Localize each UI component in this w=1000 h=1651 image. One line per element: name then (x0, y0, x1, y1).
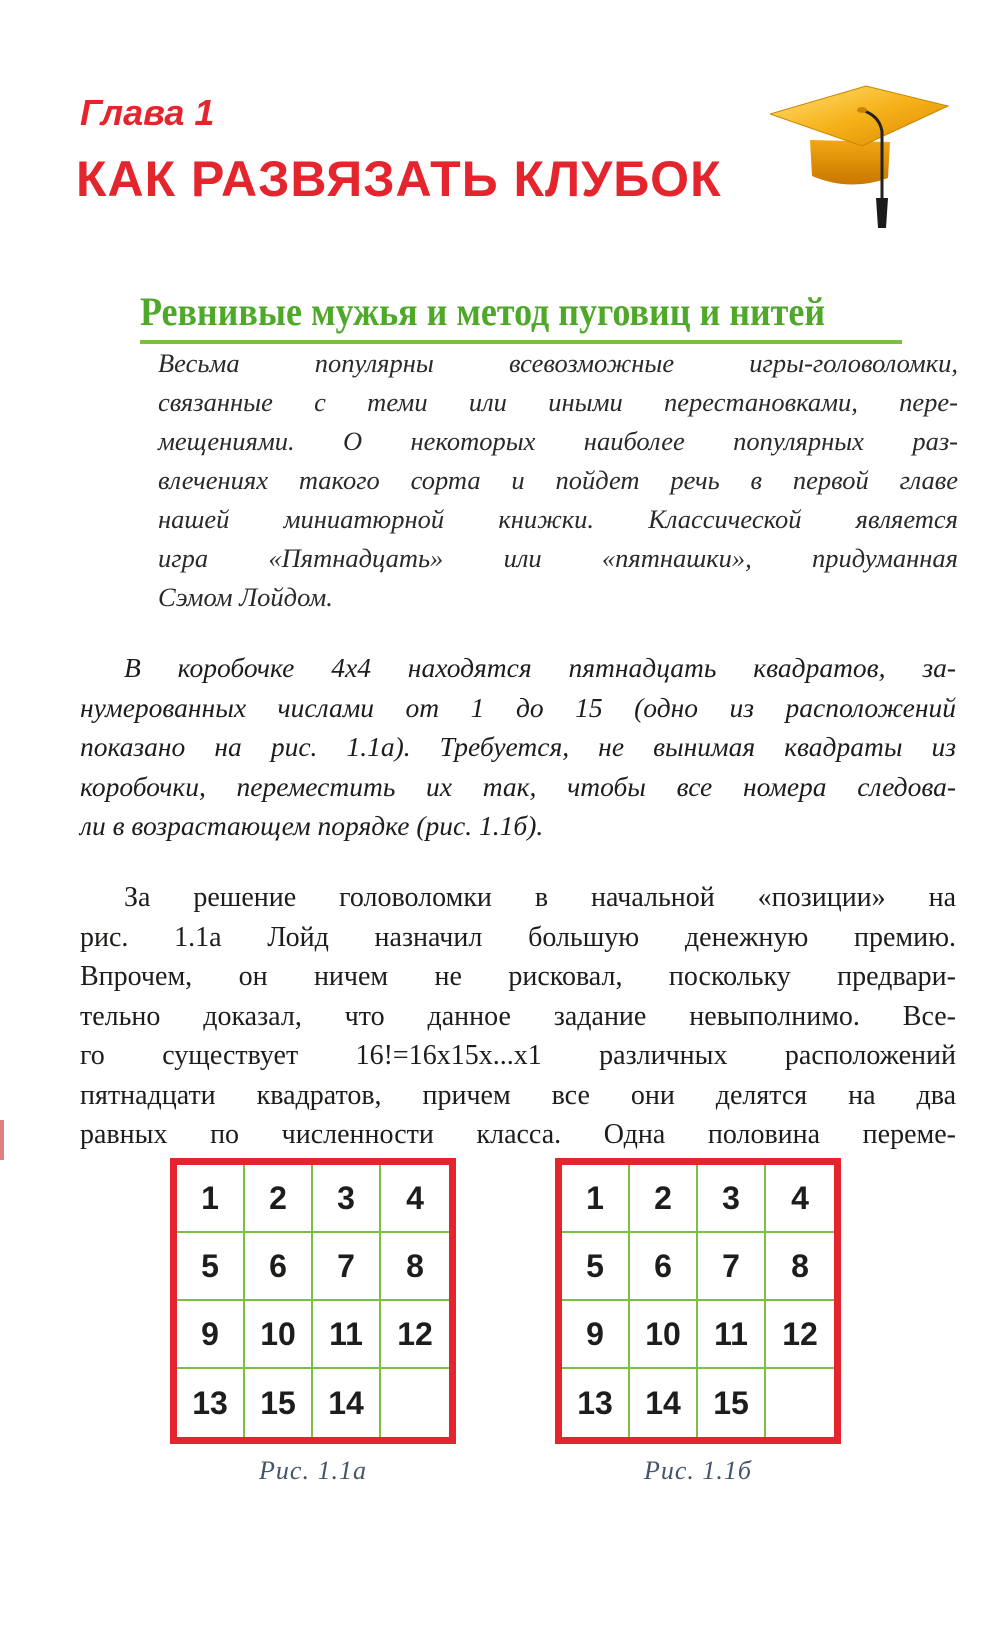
puzzle-cell: 8 (381, 1233, 449, 1301)
figure-caption-b: Рис. 1.1б (644, 1456, 752, 1485)
puzzle-cell: 5 (562, 1233, 630, 1301)
puzzle-cell: 1 (562, 1165, 630, 1233)
intro-paragraph (158, 344, 958, 617)
paragraph-line: ли в возрастающем порядке (рис. 1.1б). (80, 810, 544, 841)
paragraph-line: пятнадцати квадратов, причем все они делятся на два (80, 1079, 956, 1111)
puzzle-cell: 15 (245, 1369, 313, 1437)
puzzle-cell: 4 (381, 1165, 449, 1233)
puzzle-cell: 14 (313, 1369, 381, 1437)
puzzle-cell: 6 (630, 1233, 698, 1301)
puzzle-cell-empty (766, 1369, 834, 1437)
intro-line: влечениях такого сорта и пойдет речь в первой главе (158, 465, 958, 495)
puzzle-cell: 1 (177, 1165, 245, 1233)
puzzle-cell: 6 (245, 1233, 313, 1301)
puzzle-cell: 3 (313, 1165, 381, 1233)
paragraph-line: Впрочем, он ничем не рисковал, поскольку предвари- (80, 961, 956, 992)
puzzle-cell: 13 (562, 1369, 630, 1437)
puzzle-cell: 14 (630, 1369, 698, 1437)
puzzle-cell: 15 (698, 1369, 766, 1437)
puzzle-cell: 12 (766, 1301, 834, 1369)
puzzle-grid-initial (170, 1158, 456, 1444)
paragraph-line: показано на рис. 1.1а). Требуется, не вынимая квадраты из (80, 731, 956, 762)
puzzle-grid-solved (555, 1158, 841, 1444)
puzzle-cell: 9 (562, 1301, 630, 1369)
intro-line: связанные с теми или иными перестановками, пере- (158, 387, 958, 417)
paragraph-line: го существует 16!=16х15х...х1 различных расположений (80, 1040, 956, 1071)
paragraph-line: За решение головоломки в начальной «позиции» на (124, 882, 956, 913)
paragraph-line: тельно доказал, что данное задание невыполнимо. Все- (80, 1000, 956, 1032)
puzzle-cell: 2 (630, 1165, 698, 1233)
paragraph-line: рис. 1.1а Лойд назначил большую денежную премию. (80, 921, 956, 953)
puzzle-cell: 10 (245, 1301, 313, 1369)
intro-line: Сэмом Лойдом. (158, 582, 333, 612)
puzzle-cell: 13 (177, 1369, 245, 1437)
puzzle-cell: 10 (630, 1301, 698, 1369)
paragraph-line: равных по численности класса. Одна половина переме- (80, 1119, 956, 1150)
puzzle-cell: 5 (177, 1233, 245, 1301)
graduation-cap-icon (770, 80, 950, 240)
puzzle-cell: 3 (698, 1165, 766, 1233)
puzzle-cell: 8 (766, 1233, 834, 1301)
puzzle-cell: 11 (313, 1301, 381, 1369)
paragraph-task (80, 648, 956, 846)
paragraph-solution (80, 878, 956, 1155)
puzzle-cell: 12 (381, 1301, 449, 1369)
intro-line: мещениями. О некоторых наиболее популярных раз- (158, 426, 958, 456)
paragraph-line: нумерованных числами от 1 до 15 (одно из расположений (80, 691, 956, 723)
puzzle-cell: 7 (698, 1233, 766, 1301)
chapter-label: Глава 1 (80, 92, 215, 133)
puzzle-cell: 4 (766, 1165, 834, 1233)
puzzle-cell: 7 (313, 1233, 381, 1301)
figure-caption-a: Рис. 1.1а (259, 1456, 367, 1485)
section-title: Ревнивые мужья и метод пуговиц и нитей (140, 289, 826, 334)
intro-line: Весьма популярны всевозможные игры-головоломки, (158, 348, 958, 378)
puzzle-cell: 11 (698, 1301, 766, 1369)
chapter-title: КАК РАЗВЯЗАТЬ КЛУБОК (76, 151, 722, 207)
intro-line: нашей миниатюрной книжки. Классической является (158, 504, 958, 534)
paragraph-line: В коробочке 4х4 находятся пятнадцать квадратов, за- (124, 652, 956, 683)
puzzle-cell-empty (381, 1369, 449, 1437)
intro-line: игра «Пятнадцать» или «пятнашки», придуманная (158, 543, 958, 573)
page-edge-mark (0, 1120, 4, 1160)
puzzle-cell: 9 (177, 1301, 245, 1369)
paragraph-line: коробочки, переместить их так, чтобы все номера следова- (80, 770, 956, 802)
puzzle-cell: 2 (245, 1165, 313, 1233)
